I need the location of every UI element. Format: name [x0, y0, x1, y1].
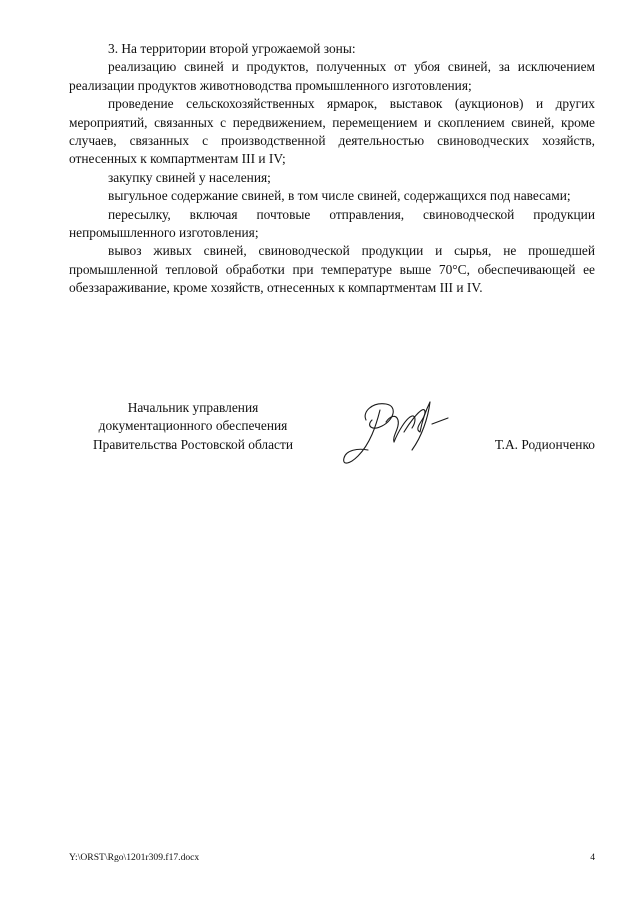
paragraph-sale-of-pigs: реализацию свиней и продуктов, полученных от убоя свиней, за исключением реализации продуктов животноводства промышленного изготовления;	[69, 59, 595, 93]
signatory-position-line: Начальник управления	[127, 400, 259, 415]
paragraph-zone-heading: 3. На территории второй угрожаемой зоны:	[108, 41, 356, 56]
signatory-position	[69, 399, 317, 454]
paragraph-fairs-and-exhibitions: проведение сельскохозяйственных ярмарок, выставок (аукционов) и других мероприятий, связанных с передвижением, перемещением и скоплением свиней, кроме случаев, связанных с производственной деятельностью свиноводческих хозяйств, отнесенных к компартментам III и IV;	[69, 96, 595, 167]
signatory-position-line: документационного обеспечения	[98, 418, 288, 434]
handwritten-signature	[336, 392, 456, 488]
footer-file-path: Y:\ORST\Rgo\1201r309.f17.docx	[69, 852, 200, 863]
page-number: 4	[590, 852, 595, 863]
signatory-name: Т.А. Родионченко	[494, 437, 595, 452]
paragraph-postal-shipment: пересылку, включая почтовые отправления, свиноводческой продукции непромышленного изготовления;	[69, 206, 595, 241]
paragraph-export-of-live-pigs: вывоз живых свиней, свиноводческой продукции и сырья, не прошедшей промышленной тепловой обработки при температуре выше 70°С, обеспечивающей ее обеззараживание, кроме хозяйств, отнесенных к компартментам III и IV.	[69, 243, 595, 296]
paragraph-free-range-keeping: выгульное содержание свиней, в том числе свиней, содержащихся под навесами;	[108, 188, 571, 204]
document-body	[69, 40, 595, 298]
signatory-position-line: Правительства Ростовской области	[92, 436, 294, 452]
paragraph-purchase-from-population: закупку свиней у населения;	[108, 169, 271, 185]
